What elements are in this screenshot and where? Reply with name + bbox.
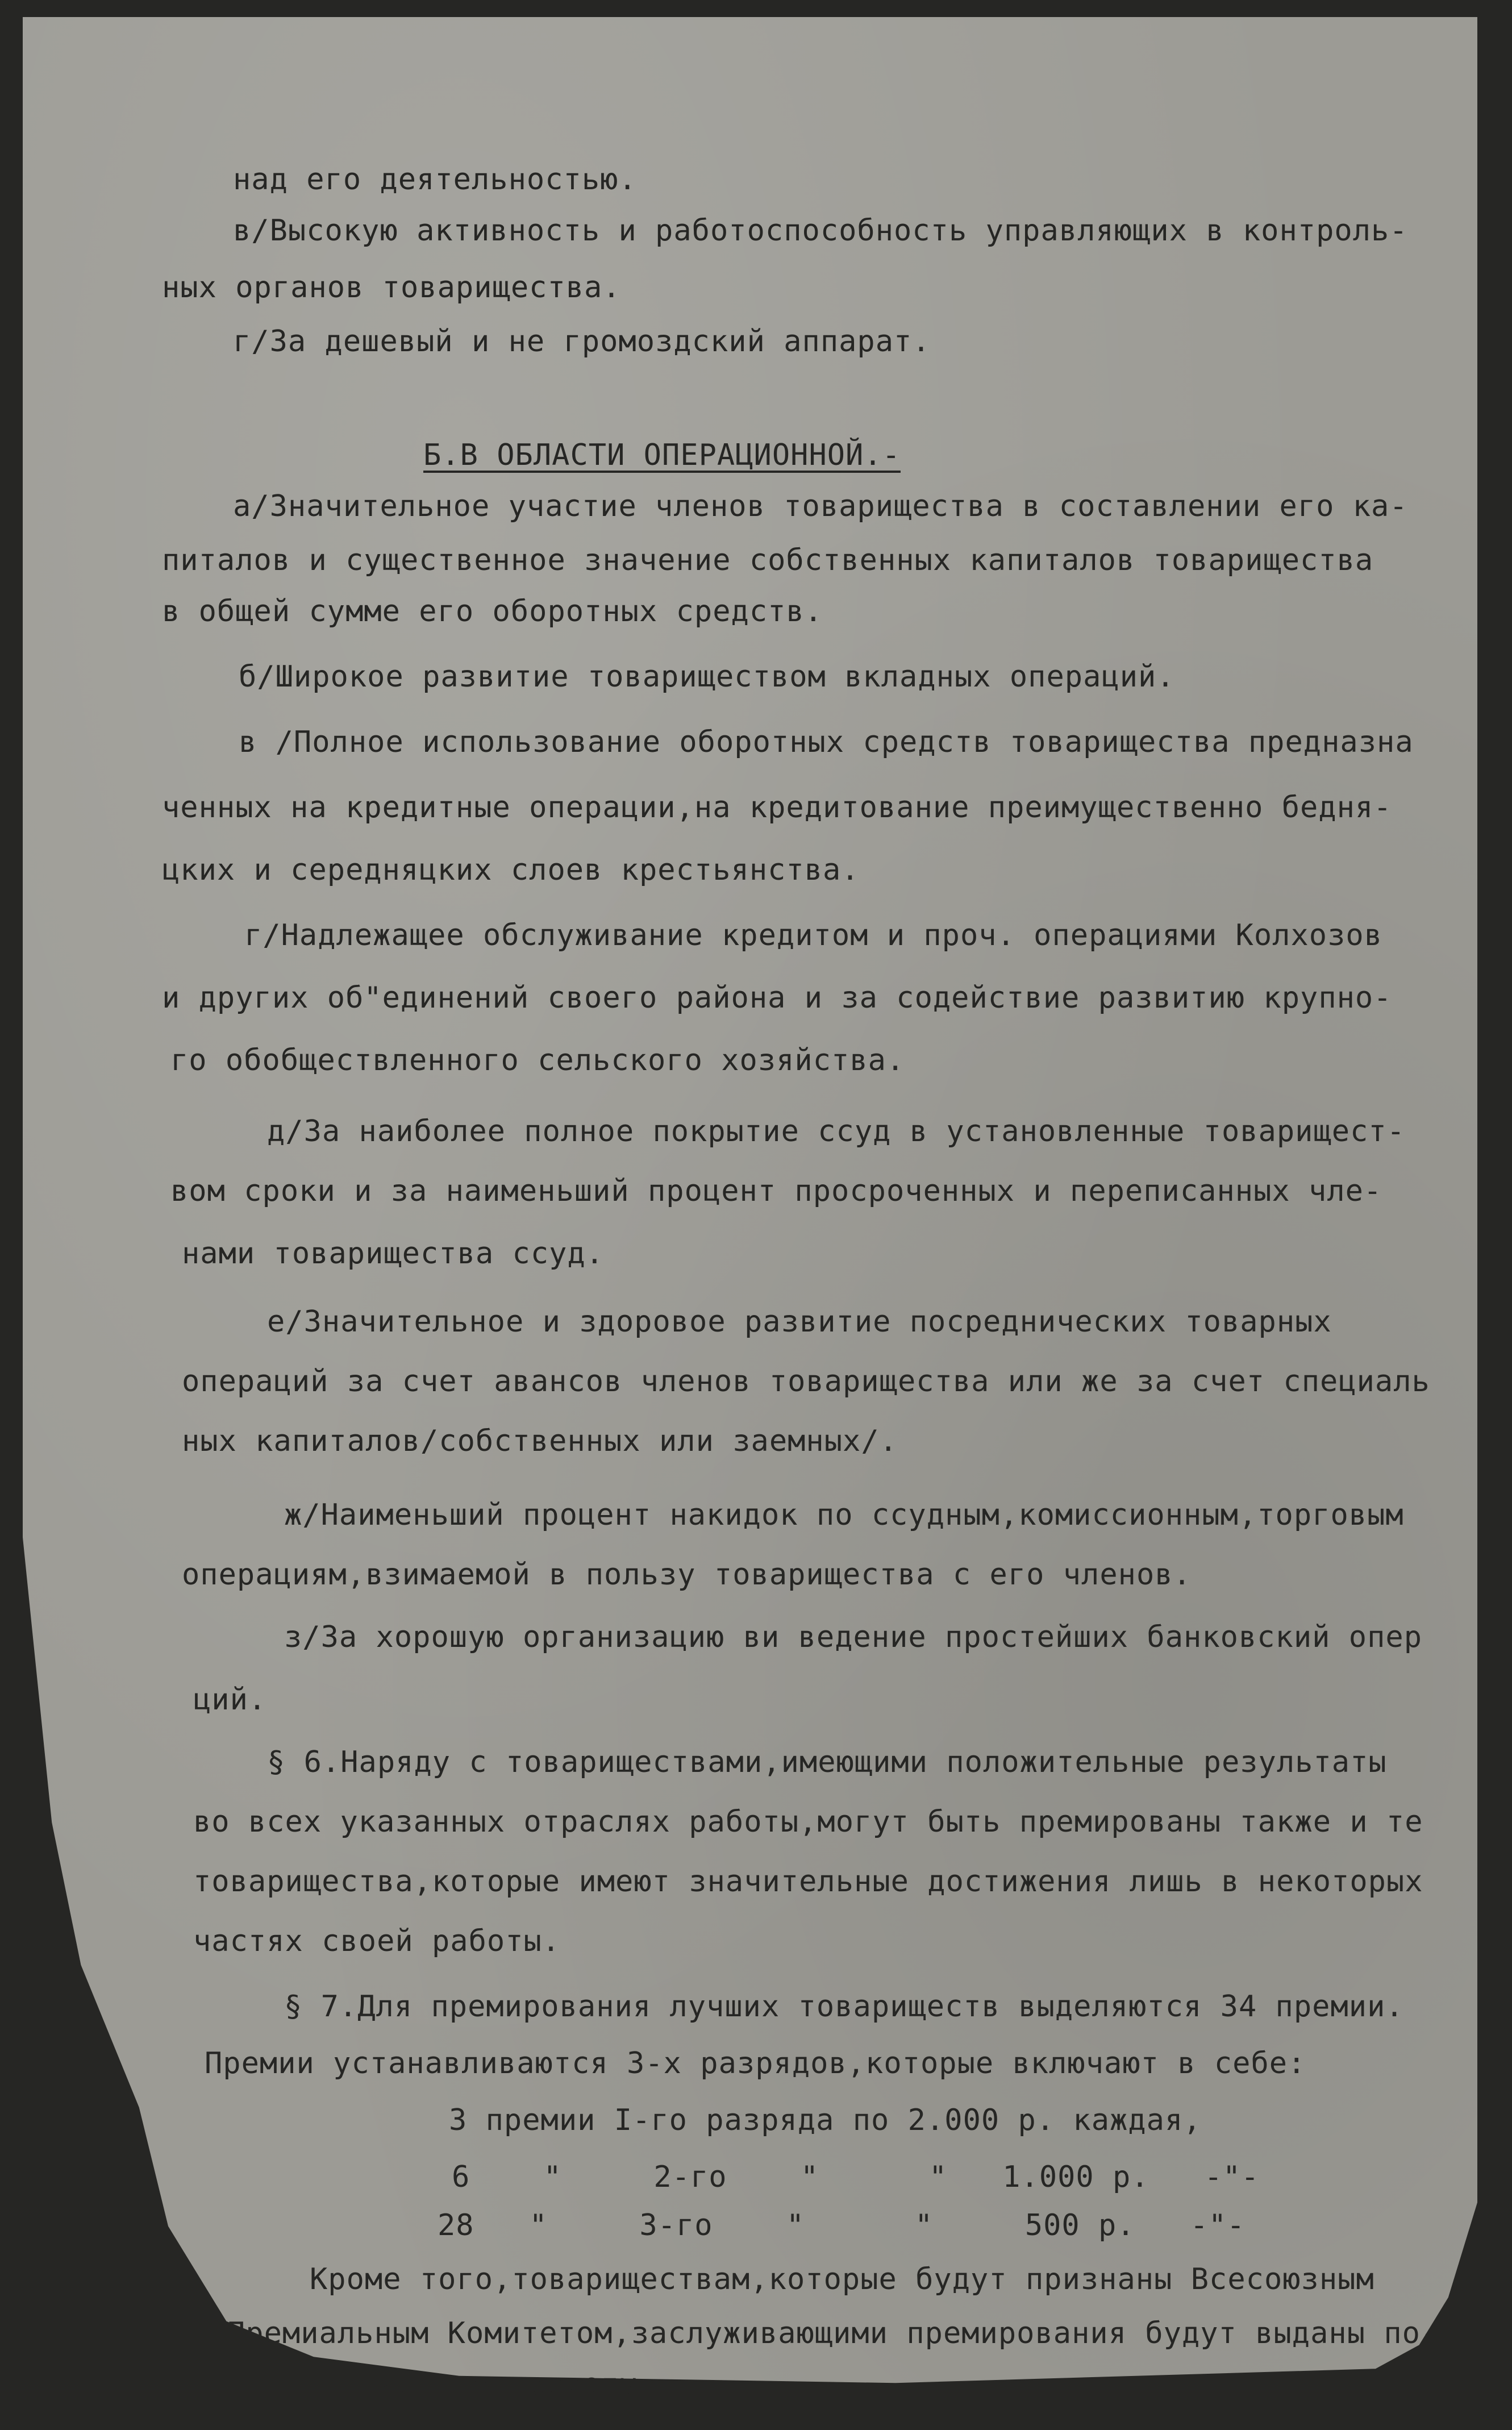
- text-line: б/Широкое развитие товариществом вкладных операций.: [239, 660, 1175, 694]
- text-line: товарищества,которые имеют значительные достижения лишь в некоторых: [193, 1865, 1423, 1899]
- text-line: е/Значительное и здоровое развитие посреднических товарных: [267, 1305, 1332, 1339]
- text-line: ченных на кредитные операции,на кредитование преимущественно бедня-: [162, 790, 1392, 825]
- text-line: а/Значительное участие членов товарищества в составлении его ка-: [233, 489, 1408, 523]
- text-line: г/Надлежащее обслуживание кредитом и проч. операциями Колхозов: [244, 918, 1383, 952]
- text-line: 28 " 3-го " " 500 р. -"-: [438, 2208, 1246, 2242]
- text-line: ций.: [193, 1683, 267, 1717]
- text-line: 6 " 2-го " " 1.000 р. -"-: [452, 2160, 1260, 2194]
- text-line: четные грамоты.: [381, 2367, 656, 2402]
- text-line: ж/Наименьший процент накидок по ссудным,комиссионным,торговым: [284, 1498, 1404, 1532]
- text-line: над его деятельностью.: [233, 163, 637, 197]
- text-line: и других об"единений своего района и за содействие развитию крупно-: [162, 981, 1392, 1015]
- text-line: вом сроки и за наименьший процент просроченных и переписанных чле-: [170, 1174, 1382, 1208]
- text-line: Премиальным Комитетом,заслуживающими премирования будут выданы по-: [227, 2316, 1439, 2350]
- text-line: ных капиталов/собственных или заемных/.: [182, 1424, 898, 1458]
- text-line: Кроме того,товариществам,которые будут признаны Всесоюзным: [310, 2262, 1374, 2296]
- text-line: го обобществленного сельского хозяйства.: [170, 1043, 905, 1077]
- text-line: питалов и существенное значение собственных капиталов товарищества: [162, 543, 1374, 577]
- text-line: во всех указанных отраслях работы,могут быть премированы также и те: [193, 1805, 1423, 1839]
- text-line: § 6.Наряду с товариществами,имеющими положительные результаты: [267, 1745, 1387, 1779]
- text-line: в общей сумме его оборотных средств.: [162, 594, 823, 629]
- text-line: Премии устанавливаются 3-х разрядов,которые включают в себе:: [205, 2046, 1306, 2081]
- text-line: в /Полное использование оборотных средств товарищества предназна: [239, 725, 1414, 759]
- text-line: нами товарищества ссуд.: [182, 1237, 605, 1271]
- text-line: ных органов товарищества.: [162, 271, 621, 305]
- section-heading: Б.В ОБЛАСТИ ОПЕРАЦИОННОЙ.-: [423, 438, 901, 472]
- text-line: з/За хорошую организацию ви ведение простейших банковский опер: [284, 1620, 1423, 1654]
- text-line: операциям,взимаемой в пользу товарищества с его членов.: [182, 1558, 1192, 1592]
- text-line: частях своей работы.: [193, 1924, 561, 1958]
- text-line: § 7.Для премирования лучших товариществ выделяются 34 премии.: [284, 1990, 1404, 2024]
- text-line: операций за счет авансов членов товарищества или же за счет специаль: [182, 1364, 1430, 1399]
- text-line: в/Высокую активность и работоспособность управляющих в контроль-: [233, 214, 1408, 248]
- text-line: 3 премии I-го разряда по 2.000 р. каждая,: [449, 2103, 1202, 2137]
- text-line: д/За наиболее полное покрытие ссуд в установленные товарищест-: [267, 1114, 1406, 1149]
- text-line: г/За дешевый и не громоздский аппарат.: [233, 324, 931, 359]
- text-line: цких и середняцких слоев крестьянства.: [162, 853, 860, 887]
